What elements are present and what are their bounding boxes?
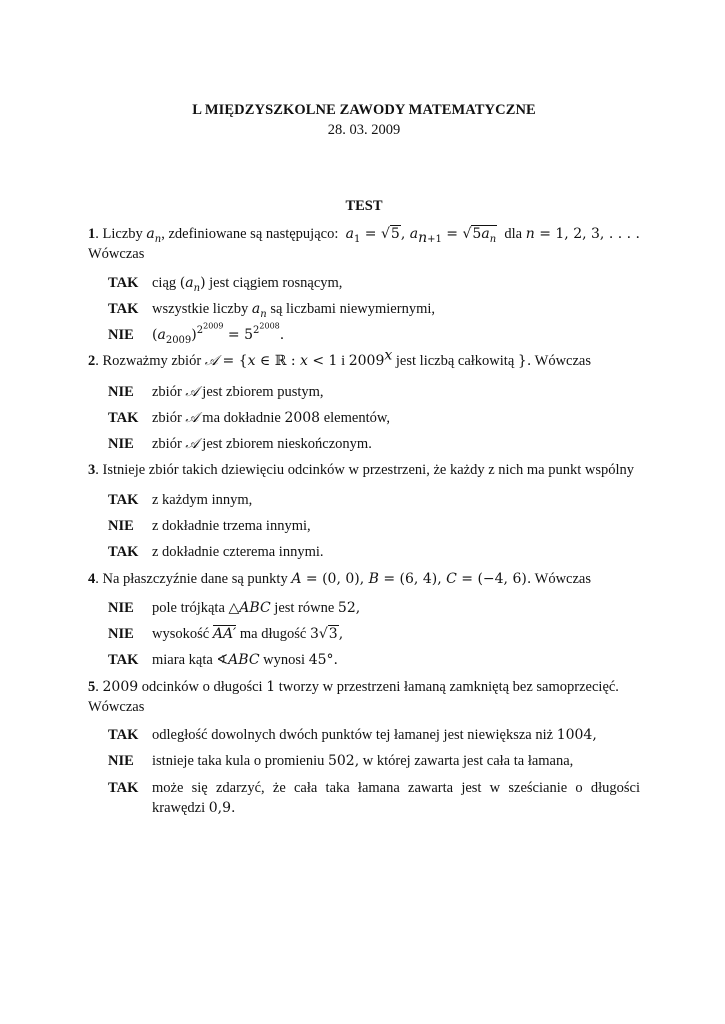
header [88, 100, 640, 140]
question-1: 1. Liczby $a_n$, zdefiniowane są następująco: $a_1 = √5$, $a_{n+1} = √5a_n$ dla n = 1, 2, 3, . . . . Wówczas [88, 226, 640, 262]
answer-label: TAK [108, 275, 139, 291]
q3-option-1: TAK z każdym innym, [108, 492, 253, 508]
answer-label: NIE [108, 753, 134, 769]
answer-label: TAK [108, 301, 139, 317]
answer-label: NIE [108, 327, 134, 343]
q5-option-2: NIE istnieje taka kula o promieniu 502, w której zawarta jest cała ta łamana, [108, 753, 574, 769]
q1-option-1: TAK ciąg $(a_n)$ jest ciągiem rosnącym, [108, 275, 343, 294]
answer-label: NIE [108, 436, 134, 452]
set-definition: 𝒜 = {x ∈ ℝ : x < 1 [204, 353, 338, 369]
question-4: 4. Na płaszczyźnie dane są punkty A = (0, 0), B = (6, 4), C = (−4, 6). Wówczas [88, 571, 591, 587]
q3-option-2: NIE z dokładnie trzema innymi, [108, 518, 311, 534]
q3-option-3: TAK z dokładnie czterema innymi. [108, 544, 324, 560]
answer-label: NIE [108, 518, 134, 534]
document-page [88, 0, 640, 1024]
answer-label: TAK [108, 780, 139, 796]
answer-label: TAK [108, 727, 139, 743]
q4-option-1: NIE pole trójkąta △ABC jest równe 52, [108, 600, 361, 616]
q1-option-2: TAK wszystkie liczby $a_n$ są liczbami niewymiernymi, [108, 301, 436, 320]
question-3: 3. Istnieje zbiór takich dziewięciu odcinków w przestrzeni, że każdy z nich ma punkt wspólny [88, 462, 634, 478]
answer-label: TAK [108, 544, 139, 560]
q2-option-3: NIE zbiór 𝒜 jest zbiorem nieskończonym. [108, 436, 372, 452]
q4-option-2: NIE wysokość AA′ ma długość 3√3, [108, 626, 344, 642]
q2-option-2: TAK zbiór 𝒜 ma dokładnie 2008 elementów, [108, 410, 391, 426]
question-number: 5 [88, 679, 96, 695]
formula-a1: $a_1 = √5$, $a_{n+1} = √5a_n$ [345, 226, 497, 246]
points-formula: A = (0, 0), B = (6, 4), C = (−4, 6). [291, 571, 532, 587]
answer-label: TAK [108, 492, 139, 508]
formula-power: $(a_{2009})^{2^{2009}} = 5^{2^{2008}}$. [152, 322, 285, 346]
q4-option-3: TAK miara kąta ∢ABC wynosi 45°. [108, 652, 338, 668]
page-date: 28. 03. 2009 [327, 122, 401, 138]
section-title: TEST [345, 198, 383, 214]
wowczas-label: Wówczas [88, 699, 145, 715]
question-number: 4 [88, 571, 96, 587]
question-number: 1 [88, 226, 96, 242]
q1-option-3 [108, 322, 640, 346]
q5-option-1: TAK odległość dowolnych dwóch punktów tej łamanej jest niewiększa niż 1004, [108, 727, 597, 743]
q5-option-3: TAK może się zdarzyć, że cała taka łamana zawarta jest w sześcianie o długości krawędzi 0,9. [108, 780, 640, 816]
answer-label: NIE [108, 384, 134, 400]
answer-label: TAK [108, 652, 139, 668]
page-title: L MIĘDZYSZKOLNE ZAWODY MATEMATYCZNE [192, 102, 536, 118]
question-number: 2 [88, 353, 96, 369]
q2-option-1: NIE zbiór 𝒜 jest zbiorem pustym, [108, 384, 324, 400]
wowczas-label: Wówczas [88, 246, 145, 262]
question-number: 3 [88, 462, 96, 478]
answer-label: NIE [108, 600, 134, 616]
answer-label: NIE [108, 626, 134, 642]
question-2: 2. Rozważmy zbiór 𝒜 = {x ∈ ℝ : x < 1 i 2009$^x$ jest liczbą całkowitą }. Wówczas [88, 347, 591, 369]
question-5: 5. 2009 odcinków o długości 1 tworzy w przestrzeni łamaną zamkniętą bez samoprzecięć. Wówczas [88, 677, 640, 717]
answer-label: TAK [108, 410, 139, 426]
